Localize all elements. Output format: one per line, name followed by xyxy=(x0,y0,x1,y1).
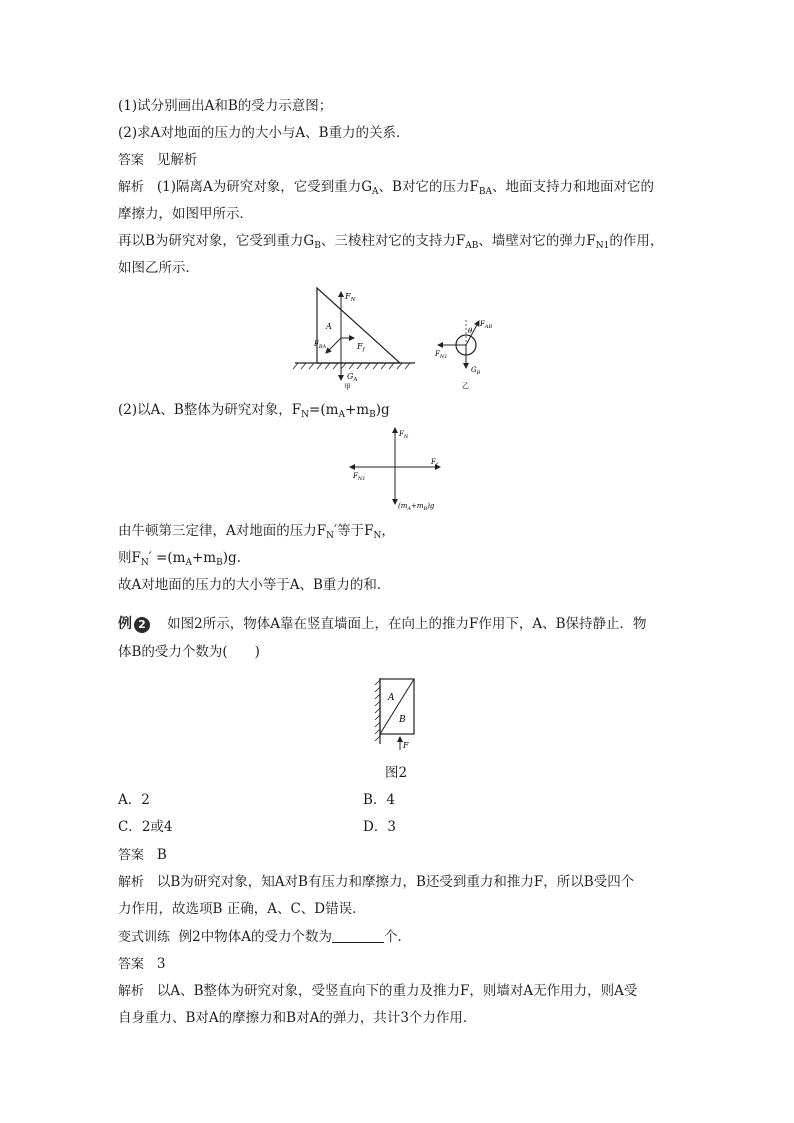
svg-text:甲: 甲 xyxy=(344,383,351,391)
svg-text:Ff: $F_f$ xyxy=(431,458,438,468)
answer-2 xyxy=(118,846,167,865)
svg-text:A: A xyxy=(326,322,332,331)
question-part-1: (1)试分别画出A和B的受力示意图； xyxy=(118,98,333,114)
option-b[interactable]: B．4 xyxy=(363,792,396,808)
figure-cross xyxy=(345,424,455,514)
conclusion-line-2: 则$F_N' =(m_A+m_B)g$. xyxy=(118,550,241,568)
svg-text:FN1: $F_{N1}$ xyxy=(435,350,448,360)
ground-hatch xyxy=(293,363,410,369)
example-label: 例 xyxy=(118,616,132,632)
svg-text:FAB: $F_{AB}$ xyxy=(480,320,493,330)
question-part-2: (2)求A对地面的压力的大小与A、B重力的关系． xyxy=(118,125,410,141)
analysis-label: 解析 xyxy=(118,180,145,195)
option-c[interactable]: C．2或4 xyxy=(118,819,173,835)
option-d[interactable]: D．3 xyxy=(363,819,396,835)
figure-2 xyxy=(372,674,422,754)
analysis-2-line-2: 力作用，故选项B 正确，A、C、D错误． xyxy=(118,901,366,917)
svg-text:GB: $G_B$ xyxy=(471,366,481,376)
analysis-3-line-1: 解析 以A、B整体为研究对象，受竖直向下的重力及推力F，则墙对A无作用力，则A受 xyxy=(118,983,638,999)
example-number-badge: 2 xyxy=(134,617,150,633)
example-2-line-1: 例 2 如图2所示，物体A靠在竖直墙面上，在向上的推力F作用下，A、B保持静止．物 xyxy=(118,616,647,632)
analysis-2-line-1: 解析 以B为研究对象，知A对B有压力和摩擦力，B还受到重力和推力F，所以B受四个 xyxy=(118,874,635,890)
svg-text:θ: θ xyxy=(468,327,473,335)
option-a[interactable]: A．2 xyxy=(118,792,150,808)
arrow-fba xyxy=(326,338,341,353)
figure-2-caption: 图2 xyxy=(385,765,408,781)
answer-3 xyxy=(118,955,165,974)
analysis-label: 解析 xyxy=(118,875,145,890)
svg-text:FN1: $F_{N1}$ xyxy=(353,472,366,482)
analysis-1-line-3: 再以B为研究对象，它受到重力$G_B$、三棱柱对它的支持力$F_{AB}$、墙壁对它的弹力$F_{N1}$的作用， xyxy=(118,233,664,251)
answer-label: 答案 xyxy=(118,153,145,168)
svg-text:FBA: $F_{BA}$ xyxy=(314,340,327,350)
analysis-label: 解析 xyxy=(118,984,145,999)
example-2-line-2: 体B的受力个数为( ) xyxy=(118,644,260,660)
analysis-1-line-4: 如图乙所示． xyxy=(118,260,199,276)
answer-label: 答案 xyxy=(118,957,145,972)
block-diagonal xyxy=(380,679,414,734)
answer-text: 3 xyxy=(156,956,166,972)
svg-text:A: A xyxy=(388,693,395,703)
analysis-3-line-2: 自身重力、B对A的摩擦力和B对A的弹力，共计3个力作用． xyxy=(118,1010,477,1026)
part-2-line: (2)以A、B整体为研究对象，$F_N=(m_A+m_B)g$ xyxy=(118,402,390,420)
analysis-1-line-1: 解析 (1)隔离A为研究对象，它受到重力$G_A$、B对它的压力$F_{BA}$、地面支持力和地面对它的 xyxy=(118,179,654,197)
variant-label: 变式训练 xyxy=(118,930,171,945)
analysis-1-line-2: 摩擦力，如图甲所示． xyxy=(118,206,253,222)
svg-text:F: F xyxy=(403,741,409,750)
answer-1 xyxy=(118,151,197,170)
answer-label: 答案 xyxy=(118,848,145,863)
svg-text:乙: 乙 xyxy=(462,382,469,390)
figure-yi xyxy=(430,312,505,392)
figure-jia xyxy=(290,283,420,393)
svg-text:FN: $F_N$ xyxy=(399,430,409,440)
answer-text: B xyxy=(156,847,167,863)
svg-text:(mA+mB)g: $(m_A+m_B)g$ xyxy=(398,502,435,512)
svg-text:FN: $F_N$ xyxy=(345,292,356,303)
svg-text:B: B xyxy=(399,715,406,725)
variant-training: 变式训练 例2中物体A的受力个数为 个． xyxy=(118,929,411,945)
svg-text:Ff: $F_f$ xyxy=(357,342,365,353)
answer-blank[interactable] xyxy=(332,928,384,943)
conclusion-line-1: 由牛顿第三定律，A对地面的压力$F_N'$等于$F_N$， xyxy=(118,523,395,541)
answer-text: 见解析 xyxy=(156,152,198,168)
wall-hatch xyxy=(375,680,380,741)
svg-text:GA: $G_A$ xyxy=(347,372,358,383)
conclusion-line-3: 故A对地面的压力的大小等于A、B重力的和． xyxy=(118,577,391,593)
